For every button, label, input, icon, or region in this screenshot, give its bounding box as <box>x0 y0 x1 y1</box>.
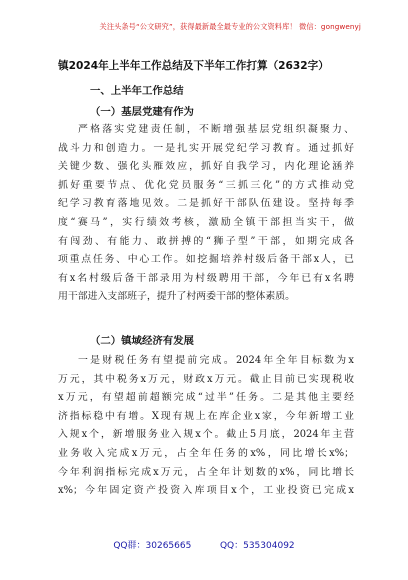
paragraph-line: 万元，其中税务x万元，财政x万元。截止目前已实现税收 <box>58 373 354 385</box>
paragraph-line: 入规x个，新增服务业入规x个。截止5月底，2024年主营 <box>58 429 354 441</box>
paragraph-line: 抓好重要节点、优化党员服务“三抓三化”的方式推动党 <box>58 179 354 191</box>
paragraph-line: 今年利润指标完成x万元，占全年计划数的x%，同比增长 <box>58 466 354 478</box>
document-title: 镇2024年上半年工作总结及下半年工作打算（2632字） <box>58 60 329 72</box>
paragraph-line: 严格落实党建责任制，不断增强基层党组织凝聚力、 <box>78 124 354 135</box>
paragraph-line: 用干部进入支部班子，提升了村两委干部的整体素质。 <box>58 291 296 303</box>
paragraph-party-building <box>58 121 354 307</box>
paragraph-line: 关键少数、强化头雁效应，抓好自我学习，内化理论涵养 <box>58 161 354 173</box>
subsection-heading-economy: （二）镇域经济有发展 <box>90 335 194 347</box>
section-heading: 一、上半年工作总结 <box>90 85 184 97</box>
paragraph-line: 业务收入完成x万元，占全年任务的x%，同比增长x%； <box>58 447 354 459</box>
subsection-heading-party: （一）基层党建有作为 <box>90 106 194 118</box>
paragraph-line: 有x名村级后备干部录用为村级聘用干部，今年已有x名聘 <box>58 272 354 284</box>
paragraph-line: 度“赛马”，实行绩效考核，激励全镇干部担当实干，做 <box>58 216 354 228</box>
paragraph-line: x万元，有望超前超额完成“过半”任务。二是其他主要经 <box>58 392 354 404</box>
paragraph-line: 纪学习教育落地见效。二是抓好干部队伍建设。坚持每季 <box>58 198 354 210</box>
qq-number: QQ：535304092 <box>219 541 295 551</box>
promo-banner: 关注头条号“公文研究”，获得最新最全最专业的公文资料库！ 微信：gongwenyj <box>99 22 361 31</box>
paragraph-line: 战斗力和创造力。一是扎实开展党纪学习教育。通过抓好 <box>58 142 354 154</box>
qq-group-number: QQ群：30265665 <box>113 541 192 551</box>
paragraph-line: 项重点任务、中心工作。如挖掘培养村级后备干部x人，已 <box>58 254 354 266</box>
paragraph-economy <box>58 352 354 501</box>
paragraph-line: 有闯劲、有能力、敢拼搏的“狮子型”干部，如期完成各 <box>58 235 354 247</box>
paragraph-line: x%；今年固定资产投资入库项目x个，工业投资已完成x <box>58 485 354 497</box>
paragraph-line: 一是财税任务有望提前完成。2024年全年目标数为x <box>78 355 354 366</box>
paragraph-line: 济指标稳中有增。X现有规上在库企业x家，今年新增工业 <box>58 410 354 422</box>
contact-footer <box>0 538 408 551</box>
